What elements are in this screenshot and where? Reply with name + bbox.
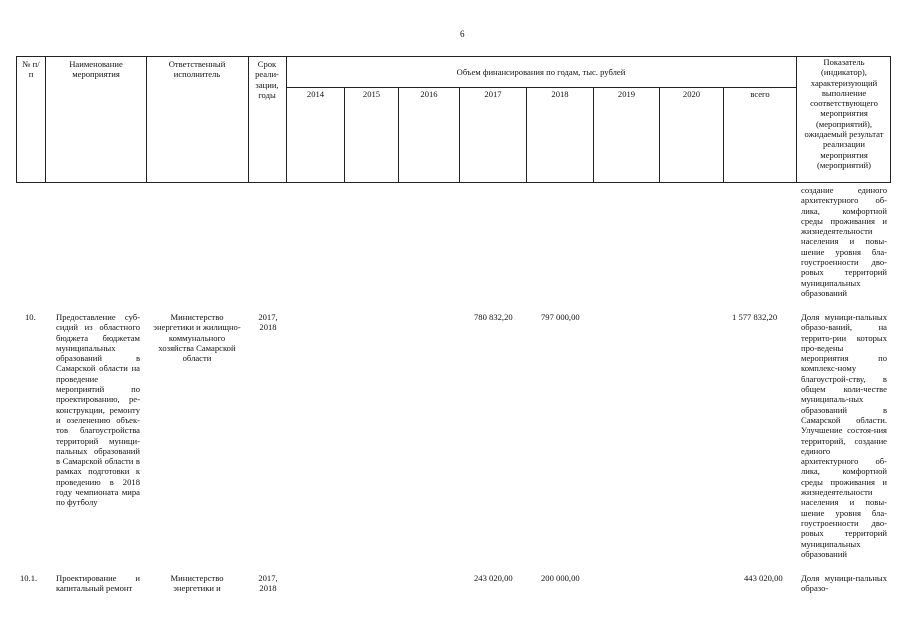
table-top-border [16, 56, 890, 57]
row-10-1-no: 10.1. [20, 573, 38, 583]
header-year-2014: 2014 [306, 89, 325, 99]
header-col-responsible: Ответственный исполнитель [168, 59, 226, 80]
col-divider-2 [146, 56, 147, 183]
header-bottom-border [16, 182, 890, 183]
col-divider-total [796, 56, 797, 183]
row-10-1-total: 443 020,00 [744, 573, 783, 583]
header-year-2019: 2019 [617, 89, 636, 99]
row-10-no: 10. [25, 312, 36, 322]
table-right-border [890, 56, 891, 183]
row-10-term: 2017, 2018 [258, 312, 278, 333]
row-10-1-indicator: Доля муници-пальных образо- [801, 573, 887, 594]
row-10-name: Предоставление суб-сидий из областного бюджета бюджетам муниципальных образований в Самарской области на проведение мероприятий по проектированию, ре-конструкции, ремонту и озеленению объек-тов благоустройства территорий муници-пальных образований в Самарской области в рамках подготовки к проведению в 2018 году чемпионата мира по футболу [56, 312, 140, 508]
continuation-indicator: создание единого архитектурного об-лика, комфортной среды проживания и жизнедеятельности населения и повы-шение уровня бла-гоустроенности дво-ровых территорий муниципальных образований [801, 185, 887, 298]
header-year-2018: 2018 [551, 89, 569, 99]
header-col-no: № п/п [22, 59, 40, 80]
col-divider-3 [248, 56, 249, 183]
col-divider-2017 [526, 87, 527, 183]
row-10-1-name: Проектирование и капитальный ремонт [56, 573, 140, 594]
col-divider-2020 [723, 87, 724, 183]
page-number: 6 [460, 29, 465, 39]
row-10-1-2017: 243 020,00 [474, 573, 513, 583]
header-col-term: Срок реали-зации, годы [255, 59, 279, 100]
header-year-2020: 2020 [682, 89, 701, 99]
row-10-1-2018: 200 000,00 [541, 573, 580, 583]
row-10-total: 1 577 832,20 [732, 312, 778, 322]
header-col-name: Наименование мероприятия [69, 59, 123, 80]
col-divider-2018 [593, 87, 594, 183]
header-year-2015: 2015 [362, 89, 381, 99]
row-10-responsible: Министерство энергетики и жилищно-коммунального хозяйства Самарской области [153, 312, 241, 364]
row-10-2018: 797 000,00 [541, 312, 580, 322]
col-divider-1 [45, 56, 46, 183]
header-total: всего [750, 89, 770, 99]
header-year-2017: 2017 [484, 89, 502, 99]
row-10-1-term: 2017, 2018 [258, 573, 278, 594]
col-divider-2016 [459, 87, 460, 183]
header-col-funding: Объем финансирования по годам, тыс. рублей [456, 67, 626, 77]
row-10-2017: 780 832,20 [474, 312, 513, 322]
col-divider-2014 [344, 87, 345, 183]
col-divider-2015 [398, 87, 399, 183]
row-10-1-responsible: Министерство энергетики и [170, 573, 224, 594]
header-year-2016: 2016 [420, 89, 438, 99]
table-left-border [16, 56, 17, 183]
years-row-border [286, 87, 796, 88]
row-10-indicator: Доля муници-пальных образо-ваний, на террито-рии которых про-ведены мероприятия по комплекс-ному благоустрой-ству, в общем коли-честве муниципаль-ных образований в Самарской области. Улучшение состоя-ния территорий, создание единого архитектурного об-лика, комфортной среды проживания и жизнедеятельности населения и повы-шение уровня бла-гоустроенности дво-ровых территорий муниципальных образований [801, 312, 887, 559]
header-col-indicator: Показатель (индикатор), характеризующий выполнение соответствующего мероприятия (мероприятий), ожидаемый результат реализации мероприятия (мероприятий) [804, 57, 884, 170]
col-divider-2019 [659, 87, 660, 183]
